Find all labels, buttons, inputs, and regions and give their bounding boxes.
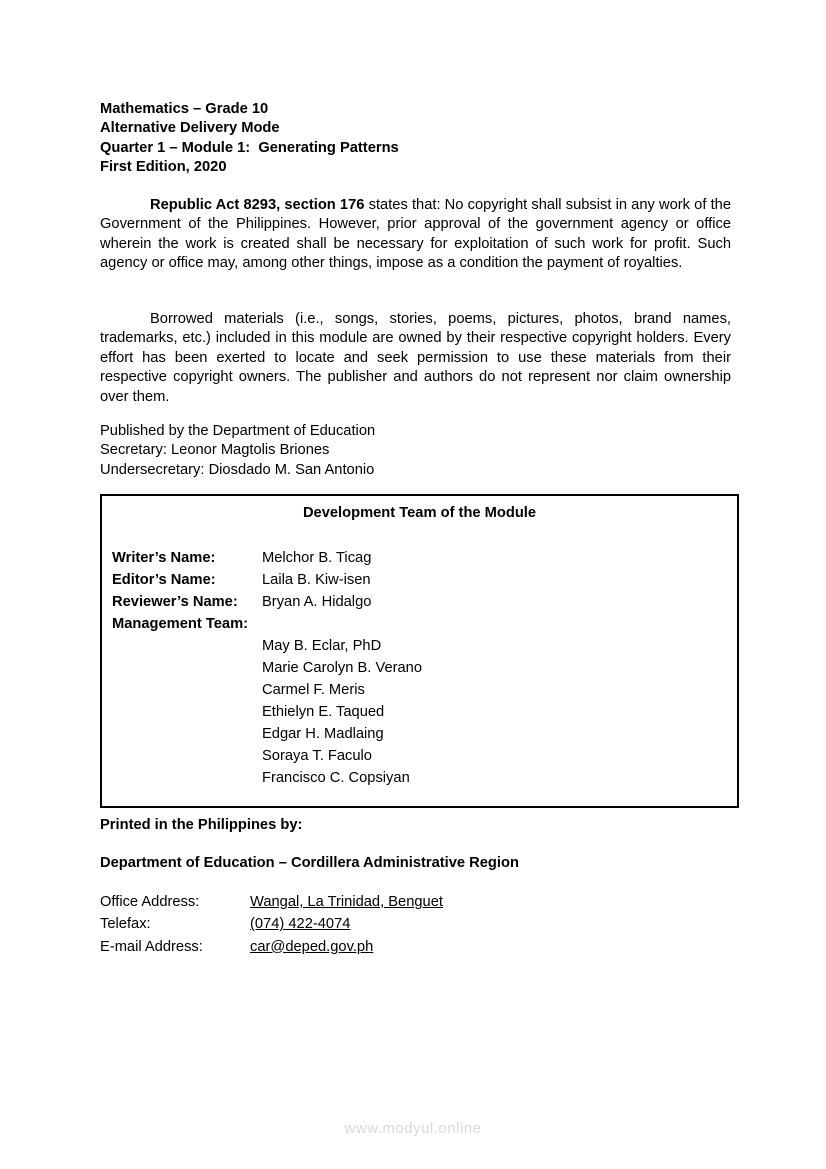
management-member: May B. Eclar, PhD — [262, 638, 382, 654]
undersecretary-line: Undersecretary: Diosdado M. San Antonio — [100, 461, 375, 478]
management-member: Francisco C. Copsiyan — [262, 770, 410, 786]
team-row-editor — [112, 569, 727, 591]
module-title-line-subject: Mathematics – Grade 10 — [100, 101, 269, 117]
management-member: Ethielyn E. Taqued — [262, 704, 385, 720]
printer-name: Department of Education – Cordillera Administrative Region — [100, 855, 519, 871]
management-team-label: Management Team: — [112, 616, 249, 632]
reviewer-label: Reviewer’s Name: — [112, 594, 238, 610]
borrowed-materials-paragraph: Borrowed materials (i.e., songs, stories, poems, pictures, photos, brand names, trademarks, etc.) included in this module are owned by their respective copyright holders. Every effort has been exerted to locate and seek permission to use these materials from their respective copyright owners. The publisher and authors do not represent nor claim ownership over them. — [100, 311, 731, 405]
printed-by-label: Printed in the Philippines by: — [100, 817, 303, 833]
contact-row-email — [100, 936, 731, 958]
management-member: Edgar H. Madlaing — [262, 726, 384, 742]
email-value: car@deped.gov.ph — [250, 938, 374, 955]
email-label: E-mail Address: — [100, 938, 203, 955]
contact-row-office-address — [100, 891, 731, 913]
management-member: Soraya T. Faculo — [262, 748, 372, 764]
module-title-block — [100, 100, 731, 178]
copyright-paragraph-body: states that: No copyright shall subsist in any work of the Government of the Philippines. However, prior approval of the government agency or office wherein the work is created shall be necessary for exploitation of such work for profit. Such agency or office may, among other things, impose as a condition the payment of royalties. — [100, 197, 731, 272]
editor-label: Editor’s Name: — [112, 572, 216, 588]
module-title-line-quarter: Quarter 1 – Module 1: Generating Patterns — [100, 139, 399, 156]
secretary-line: Secretary: Leonor Magtolis Briones — [100, 442, 330, 459]
contact-block — [100, 891, 731, 958]
publisher-block — [100, 422, 731, 480]
telefax-value: (074) 422-4074 — [250, 916, 351, 933]
copyright-paragraph — [100, 196, 731, 274]
contact-row-telefax — [100, 913, 731, 935]
telefax-label: Telefax: — [100, 916, 151, 933]
watermark: www.modyul.online — [344, 1120, 482, 1137]
writer-name: Melchor B. Ticag — [262, 550, 372, 566]
office-address-label: Office Address: — [100, 894, 200, 910]
development-team-box — [100, 494, 739, 808]
published-by-line: Published by the Department of Education — [100, 423, 376, 439]
module-title-line-edition: First Edition, 2020 — [100, 159, 227, 176]
development-team-box-title: Development Team of the Module — [302, 505, 537, 521]
team-row-writer — [112, 547, 727, 569]
management-member: Marie Carolyn B. Verano — [262, 660, 423, 676]
reviewer-name: Bryan A. Hidalgo — [262, 594, 372, 610]
writer-label: Writer’s Name: — [112, 550, 216, 566]
office-address-value: Wangal, La Trinidad, Benguet — [250, 894, 443, 910]
module-title-line-mode: Alternative Delivery Mode — [100, 120, 280, 137]
editor-name: Laila B. Kiw-isen — [262, 572, 371, 588]
team-row-reviewer — [112, 591, 727, 613]
management-member: Carmel F. Meris — [262, 682, 365, 698]
copyright-paragraph-lead: Republic Act 8293, section 176 — [150, 197, 365, 213]
